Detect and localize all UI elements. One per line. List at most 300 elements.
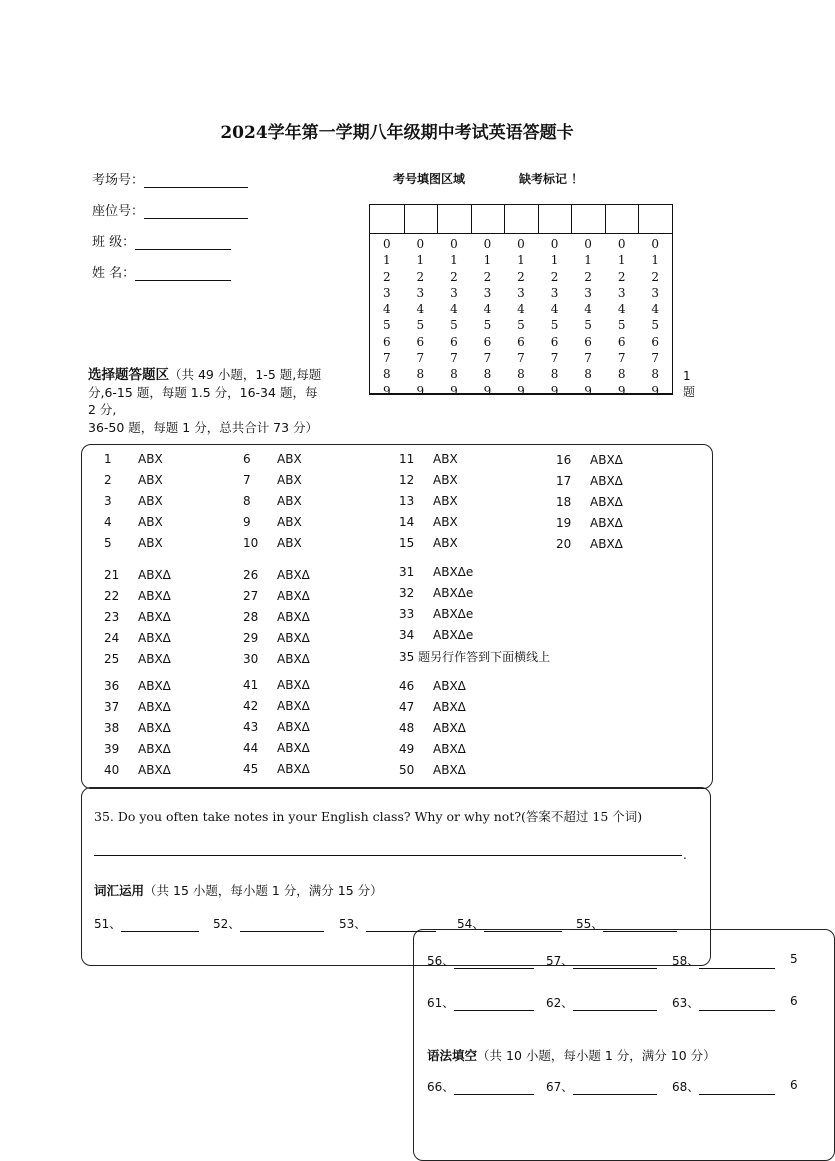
blank-item[interactable] [790, 1078, 798, 1092]
id-digit-bubble[interactable]: 7 [450, 351, 458, 366]
choice-question[interactable] [104, 721, 171, 735]
answer-options[interactable]: ABXΔ [590, 537, 623, 551]
choice-desc-2: 分,6-15 题，每题 1.5 分，16-34 题，每 [88, 385, 318, 400]
answer-options[interactable]: ABXΔ [138, 631, 171, 645]
choice-question[interactable] [104, 589, 171, 603]
question-number: 5 [104, 536, 112, 550]
choice-question[interactable] [399, 721, 466, 735]
id-digit-bubble[interactable]: 7 [550, 351, 559, 366]
answer-options[interactable]: ABXΔ [138, 763, 171, 777]
id-column[interactable] [571, 205, 605, 399]
answer-options[interactable]: ABXΔ [138, 721, 171, 735]
choice-question[interactable] [243, 452, 302, 466]
blank-line[interactable] [573, 1082, 657, 1095]
question-number: 29 [243, 631, 259, 645]
answer-options[interactable]: ABXΔ [277, 762, 310, 776]
choice-question[interactable] [243, 515, 302, 529]
question-number: 20 [556, 537, 572, 551]
id-digit-bubble[interactable]: 2 [651, 269, 660, 284]
id-digit-bubble[interactable]: 8 [550, 367, 559, 382]
absent-mark[interactable]: 缺考标记 ！ [519, 172, 584, 186]
id-digit-bubble[interactable]: 3 [651, 285, 660, 300]
blank-line[interactable] [699, 1082, 775, 1095]
choice-question[interactable] [104, 452, 163, 466]
blank-item[interactable] [213, 915, 324, 932]
id-digit-bubble[interactable]: 6 [382, 334, 391, 349]
answer-options[interactable]: ABX [277, 452, 302, 466]
question-number: 48 [399, 721, 415, 735]
answer-options[interactable]: ABXΔ [277, 631, 310, 645]
choice-question[interactable] [104, 652, 171, 666]
id-digit-bubble[interactable]: 8 [416, 367, 425, 382]
id-digit-bubble[interactable]: 5 [416, 318, 425, 333]
answer-options[interactable]: ABXΔ [138, 742, 171, 756]
field-exam-room-label: 考场号： [92, 173, 145, 188]
answer-options[interactable]: ABXΔ [138, 652, 171, 666]
answer-options[interactable]: ABXΔ [433, 721, 466, 735]
id-digit-bubble[interactable]: 4 [584, 302, 592, 317]
id-digit-bubble[interactable]: 5 [550, 318, 559, 333]
choice-question[interactable] [399, 565, 473, 579]
question-number: 50 [399, 763, 415, 777]
id-digit-bubble[interactable]: 6 [416, 334, 425, 349]
question-number: 39 [104, 742, 120, 756]
id-digit-bubble[interactable]: 0 [416, 237, 425, 251]
blank-item[interactable] [427, 952, 534, 969]
id-digit-box[interactable] [638, 205, 672, 234]
answer-options[interactable]: ABXΔ [277, 720, 310, 734]
blank-item[interactable] [546, 952, 657, 969]
id-column[interactable] [437, 205, 471, 399]
id-digit-bubble[interactable]: 6 [450, 334, 458, 349]
answer-options[interactable]: ABXΔ [590, 516, 623, 530]
id-digit-bubble[interactable]: 4 [483, 302, 492, 317]
id-digit-bubble[interactable]: 8 [382, 367, 391, 382]
question-number: 10 [243, 536, 259, 550]
blank-line[interactable] [454, 998, 534, 1011]
id-digit-bubble[interactable]: 0 [550, 237, 559, 251]
id-digit-bubble[interactable]: 1 [416, 253, 425, 268]
id-digit-box[interactable] [404, 205, 438, 234]
choice-question[interactable] [399, 763, 466, 777]
answer-options[interactable]: ABX [138, 515, 163, 529]
answer-options[interactable]: ABXΔe [433, 565, 474, 579]
id-digit-bubble[interactable]: 0 [450, 237, 458, 251]
field-class-input[interactable] [135, 235, 231, 250]
id-digit-bubble[interactable]: 9 [483, 383, 492, 398]
id-digit-bubble[interactable]: 8 [617, 367, 626, 382]
id-column[interactable] [370, 205, 404, 399]
id-digit-bubble[interactable]: 1 [483, 253, 492, 268]
id-digit-bubble[interactable]: 3 [517, 285, 525, 300]
id-digit-bubble[interactable]: 5 [517, 318, 525, 333]
question-number: 23 [104, 610, 120, 624]
id-digit-bubble[interactable]: 0 [651, 237, 660, 251]
id-digit-bubble[interactable]: 0 [483, 237, 492, 251]
answer-options[interactable]: ABX [138, 473, 163, 487]
id-digit-bubble[interactable]: 4 [450, 302, 458, 317]
blank-item[interactable] [672, 994, 775, 1011]
id-digit-bubble[interactable]: 7 [382, 351, 391, 366]
id-digit-bubble[interactable]: 1 [550, 253, 559, 268]
question-number: 18 [556, 495, 572, 509]
choice-question[interactable] [243, 720, 310, 734]
choice-question[interactable] [243, 494, 302, 508]
choice-question[interactable] [399, 742, 466, 756]
grid-divider [571, 205, 572, 233]
question-number: 11 [399, 452, 415, 466]
id-digit-bubble[interactable]: 7 [517, 351, 525, 366]
answer-options[interactable]: ABXΔ [277, 589, 310, 603]
blank-line[interactable] [454, 1082, 534, 1095]
id-digit-bubble[interactable]: 1 [651, 253, 660, 268]
id-column[interactable] [538, 205, 572, 399]
choice-question[interactable] [104, 742, 171, 756]
question-number: 3 [104, 494, 112, 508]
question-number: 28 [243, 610, 259, 624]
blank-item[interactable] [94, 915, 199, 932]
choice-question[interactable] [104, 610, 171, 624]
answer-options[interactable]: ABX [277, 494, 302, 508]
id-digit-bubble[interactable]: 6 [617, 334, 626, 349]
blank-number: 67、 [546, 1080, 574, 1094]
choice-question[interactable] [243, 631, 310, 645]
blank-item[interactable] [790, 952, 798, 966]
choice-question[interactable] [243, 473, 302, 487]
id-digit-bubble[interactable]: 3 [416, 285, 425, 300]
blank-number: 5 [790, 952, 798, 966]
id-digit-bubble[interactable]: 9 [651, 383, 660, 398]
choice-question[interactable] [399, 628, 473, 642]
answer-options[interactable]: ABXΔ [138, 679, 171, 693]
id-digit-bubble[interactable]: 2 [617, 269, 626, 284]
id-digit-bubble[interactable]: 6 [550, 334, 559, 349]
choice-question[interactable] [243, 652, 310, 666]
blank-line[interactable] [484, 919, 562, 932]
blank-item[interactable] [427, 994, 534, 1011]
id-digit-bubble[interactable]: 5 [382, 318, 391, 333]
choice-question[interactable] [104, 515, 163, 529]
blank-number: 6 [790, 994, 798, 1008]
id-digit-bubble[interactable]: 2 [450, 269, 458, 284]
id-digit-box[interactable] [605, 205, 639, 234]
id-digit-bubble[interactable]: 8 [584, 367, 592, 382]
blank-line[interactable] [454, 956, 534, 969]
question-number: 47 [399, 700, 415, 714]
choice-question[interactable] [243, 536, 302, 550]
grid-divider [471, 205, 472, 233]
field-seat-label: 座位号： [92, 204, 145, 219]
answer-options[interactable]: ABXΔ [277, 568, 310, 582]
id-digit-box[interactable] [370, 205, 404, 234]
vocab-desc: （共 15 小题，每小题 1 分，满分 15 分） [144, 883, 383, 898]
id-digit-bubble[interactable]: 4 [550, 302, 559, 317]
choice-question[interactable] [104, 631, 171, 645]
q35-answer-line[interactable] [94, 855, 682, 856]
choice-question[interactable] [104, 494, 163, 508]
id-digit-bubble[interactable]: 6 [483, 334, 492, 349]
blank-item[interactable] [672, 952, 775, 969]
choice-question[interactable] [104, 679, 171, 693]
id-column[interactable] [605, 205, 639, 399]
question-number: 45 [243, 762, 259, 776]
answer-options[interactable]: ABXΔ [277, 699, 310, 713]
id-digit-bubble[interactable]: 8 [450, 367, 458, 382]
id-digit-bubble[interactable]: 4 [651, 302, 660, 317]
question-number: 4 [104, 515, 112, 529]
blank-item[interactable] [672, 1078, 775, 1095]
id-digit-bubble[interactable]: 2 [382, 269, 391, 284]
id-digit-bubble[interactable]: 1 [450, 253, 458, 268]
choice-question[interactable] [243, 699, 310, 713]
question-number: 34 [399, 628, 415, 642]
answer-options[interactable]: ABXΔ [138, 700, 171, 714]
id-digit-bubble[interactable]: 8 [651, 367, 660, 382]
id-digit-bubble[interactable]: 7 [416, 351, 425, 366]
answer-options[interactable]: ABXΔ [433, 679, 466, 693]
question-number: 21 [104, 568, 120, 582]
id-digit-box[interactable] [471, 205, 505, 234]
id-digit-bubble[interactable]: 6 [651, 334, 660, 349]
field-class [92, 231, 231, 250]
field-seat-input[interactable] [144, 204, 248, 219]
blank-item[interactable] [427, 1078, 534, 1095]
answer-options[interactable]: ABX [433, 494, 458, 508]
choice-question[interactable] [243, 762, 310, 776]
choice-question[interactable] [243, 678, 310, 692]
answer-options[interactable]: ABXΔ [138, 610, 171, 624]
choice-section-title: 选择题答题区 [88, 367, 169, 383]
id-digit-bubble[interactable]: 6 [517, 334, 525, 349]
id-bubble-grid[interactable] [369, 204, 673, 398]
choice-question[interactable] [556, 516, 623, 530]
id-digit-bubble[interactable]: 5 [450, 318, 458, 333]
choice-question[interactable] [104, 700, 171, 714]
choice-question[interactable] [243, 568, 310, 582]
id-column[interactable] [471, 205, 505, 399]
answer-options[interactable]: ABX [433, 515, 458, 529]
blank-line[interactable] [240, 919, 324, 932]
id-digit-bubble[interactable]: 2 [550, 269, 559, 284]
answer-options[interactable]: ABXΔ [277, 678, 310, 692]
answer-options[interactable]: ABXΔ [138, 589, 171, 603]
blank-item[interactable] [457, 915, 562, 932]
id-digit-bubble[interactable]: 4 [382, 302, 391, 317]
grid-divider [504, 205, 505, 233]
field-class-label: 班 级： [92, 235, 136, 250]
answer-options[interactable]: ABXΔ [433, 763, 466, 777]
blank-item[interactable] [576, 915, 677, 932]
choice-desc-4: 36-50 题，每题 1 分，总共合计 73 分） [88, 420, 319, 435]
choice-question[interactable] [399, 700, 466, 714]
choice-question[interactable] [243, 741, 310, 755]
id-digit-box[interactable] [504, 205, 538, 234]
id-digit-bubble[interactable]: 5 [584, 318, 592, 333]
blank-line[interactable] [603, 919, 677, 932]
id-column[interactable] [404, 205, 438, 399]
choice-question[interactable] [104, 568, 171, 582]
choice-question[interactable] [556, 537, 623, 551]
id-digit-bubble[interactable]: 5 [483, 318, 492, 333]
choice-question[interactable] [104, 536, 163, 550]
id-digit-bubble[interactable]: 9 [617, 383, 626, 398]
id-digit-bubble[interactable]: 9 [584, 383, 592, 398]
choice-question[interactable] [104, 763, 171, 777]
choice-section-header [88, 366, 360, 436]
answer-options[interactable]: ABXΔ [590, 495, 623, 509]
id-digit-bubble[interactable]: 9 [517, 383, 525, 398]
grid-divider [437, 205, 438, 233]
answer-options[interactable]: ABX [277, 473, 302, 487]
question-number: 15 [399, 536, 415, 550]
question-number: 25 [104, 652, 120, 666]
answer-options[interactable]: ABXΔ [277, 741, 310, 755]
id-digit-box[interactable] [538, 205, 572, 234]
id-digit-bubble[interactable]: 2 [483, 269, 492, 284]
id-digit-box[interactable] [437, 205, 471, 234]
choice-question[interactable] [399, 515, 458, 529]
answer-options[interactable]: ABXΔe [433, 628, 474, 642]
q35-prompt: 35. Do you often take notes in your English class? Why or why not?(答案不超过 15 个词) [94, 809, 643, 824]
question-number: 14 [399, 515, 415, 529]
blank-line[interactable] [699, 998, 775, 1011]
question-number: 16 [556, 453, 572, 467]
answer-options[interactable]: ABXΔ [433, 742, 466, 756]
blank-line[interactable] [573, 956, 657, 969]
answer-options[interactable]: ABX [277, 536, 302, 550]
choice-question[interactable] [104, 473, 163, 487]
answer-options[interactable]: ABX [277, 515, 302, 529]
id-digit-bubble[interactable]: 9 [416, 383, 425, 398]
answer-options[interactable]: ABXΔ [433, 700, 466, 714]
id-digit-bubble[interactable]: 4 [416, 302, 425, 317]
question-number: 44 [243, 741, 259, 755]
answer-options[interactable]: ABXΔe [433, 607, 474, 621]
id-digit-bubble[interactable]: 0 [617, 237, 626, 251]
id-digit-bubble[interactable]: 7 [483, 351, 492, 366]
id-digit-bubble[interactable]: 1 [517, 253, 525, 268]
id-digit-bubble[interactable]: 1 [617, 253, 626, 268]
question-number: 17 [556, 474, 572, 488]
choice-question[interactable] [556, 495, 623, 509]
answer-options[interactable]: ABX [138, 494, 163, 508]
grid-divider [404, 205, 405, 233]
id-digit-bubble[interactable]: 0 [382, 237, 391, 251]
id-digit-bubble[interactable]: 7 [584, 351, 592, 366]
question-number: 42 [243, 699, 259, 713]
side-note [683, 368, 695, 400]
id-digit-bubble[interactable]: 1 [382, 253, 391, 268]
id-digit-bubble[interactable]: 3 [450, 285, 458, 300]
blank-line[interactable] [366, 919, 436, 932]
q35-end-mark: . [683, 848, 687, 862]
id-digit-bubble[interactable]: 2 [584, 269, 592, 284]
choice-question[interactable] [556, 474, 623, 488]
choice-question[interactable] [399, 679, 466, 693]
choice-question[interactable] [556, 453, 623, 467]
id-digit-bubble[interactable]: 9 [382, 383, 391, 398]
question-number: 49 [399, 742, 415, 756]
blank-line[interactable] [699, 956, 775, 969]
question-number: 37 [104, 700, 120, 714]
id-digit-bubble[interactable]: 8 [483, 367, 492, 382]
blank-number: 63、 [672, 996, 700, 1010]
id-digit-bubble[interactable]: 0 [517, 237, 525, 251]
answer-options[interactable]: ABXΔ [138, 568, 171, 582]
id-digit-bubble[interactable]: 3 [382, 285, 391, 300]
id-digit-bubble[interactable]: 4 [517, 302, 525, 317]
id-area-label: 考号填图区域 [393, 172, 466, 186]
q35-note: 35 题另行作答到下面横线上 [399, 650, 551, 664]
choice-question[interactable] [399, 473, 458, 487]
answer-options[interactable]: ABXΔ [590, 474, 623, 488]
answer-options[interactable]: ABX [138, 452, 163, 466]
answer-options[interactable]: ABXΔ [277, 652, 310, 666]
id-digit-bubble[interactable]: 6 [584, 334, 592, 349]
blank-item[interactable] [339, 915, 436, 932]
id-column[interactable] [504, 205, 538, 399]
blank-line[interactable] [121, 919, 199, 932]
id-digit-bubble[interactable]: 9 [450, 383, 458, 398]
question-number: 8 [243, 494, 251, 508]
choice-question[interactable] [399, 536, 458, 550]
field-exam-room-input[interactable] [144, 173, 248, 188]
id-digit-bubble[interactable]: 9 [550, 383, 559, 398]
choice-question[interactable] [243, 610, 310, 624]
answer-options[interactable]: ABXΔe [433, 586, 474, 600]
choice-question[interactable] [399, 494, 458, 508]
answer-options[interactable]: ABXΔ [277, 610, 310, 624]
id-digit-box[interactable] [571, 205, 605, 234]
id-digit-bubble[interactable]: 0 [584, 237, 592, 251]
answer-options[interactable]: ABXΔ [590, 453, 623, 467]
choice-question[interactable] [399, 607, 473, 621]
choice-question[interactable] [399, 586, 473, 600]
blank-item[interactable] [546, 994, 657, 1011]
blank-item[interactable] [790, 994, 798, 1008]
grammar-desc: （共 10 小题，每小题 1 分，满分 10 分） [477, 1048, 716, 1063]
blank-number: 62、 [546, 996, 574, 1010]
id-digit-bubble[interactable]: 5 [617, 318, 626, 333]
id-digit-bubble[interactable]: 3 [550, 285, 559, 300]
answer-options[interactable]: ABX [433, 452, 458, 466]
answer-options[interactable]: ABX [138, 536, 163, 550]
id-digit-bubble[interactable]: 3 [483, 285, 492, 300]
vocab-title: 词汇运用 [94, 883, 145, 898]
question-number: 7 [243, 473, 251, 487]
id-digit-bubble[interactable]: 5 [651, 318, 660, 333]
choice-question[interactable] [399, 452, 458, 466]
id-digit-bubble[interactable]: 7 [617, 351, 626, 366]
choice-question[interactable] [243, 589, 310, 603]
field-name-input[interactable] [135, 266, 231, 281]
id-digit-bubble[interactable]: 7 [651, 351, 660, 366]
id-digit-bubble[interactable]: 3 [617, 285, 626, 300]
id-digit-bubble[interactable]: 1 [584, 253, 592, 268]
blank-line[interactable] [573, 998, 657, 1011]
question-number: 13 [399, 494, 415, 508]
id-digit-bubble[interactable]: 3 [584, 285, 592, 300]
question-number: 24 [104, 631, 120, 645]
id-digit-bubble[interactable]: 2 [517, 269, 525, 284]
answer-options[interactable]: ABX [433, 473, 458, 487]
answer-options[interactable]: ABX [433, 536, 458, 550]
id-digit-bubble[interactable]: 8 [517, 367, 525, 382]
id-digit-bubble[interactable]: 4 [617, 302, 626, 317]
id-column[interactable] [638, 205, 672, 399]
id-digit-bubble[interactable]: 2 [416, 269, 425, 284]
blank-item[interactable] [546, 1078, 657, 1095]
